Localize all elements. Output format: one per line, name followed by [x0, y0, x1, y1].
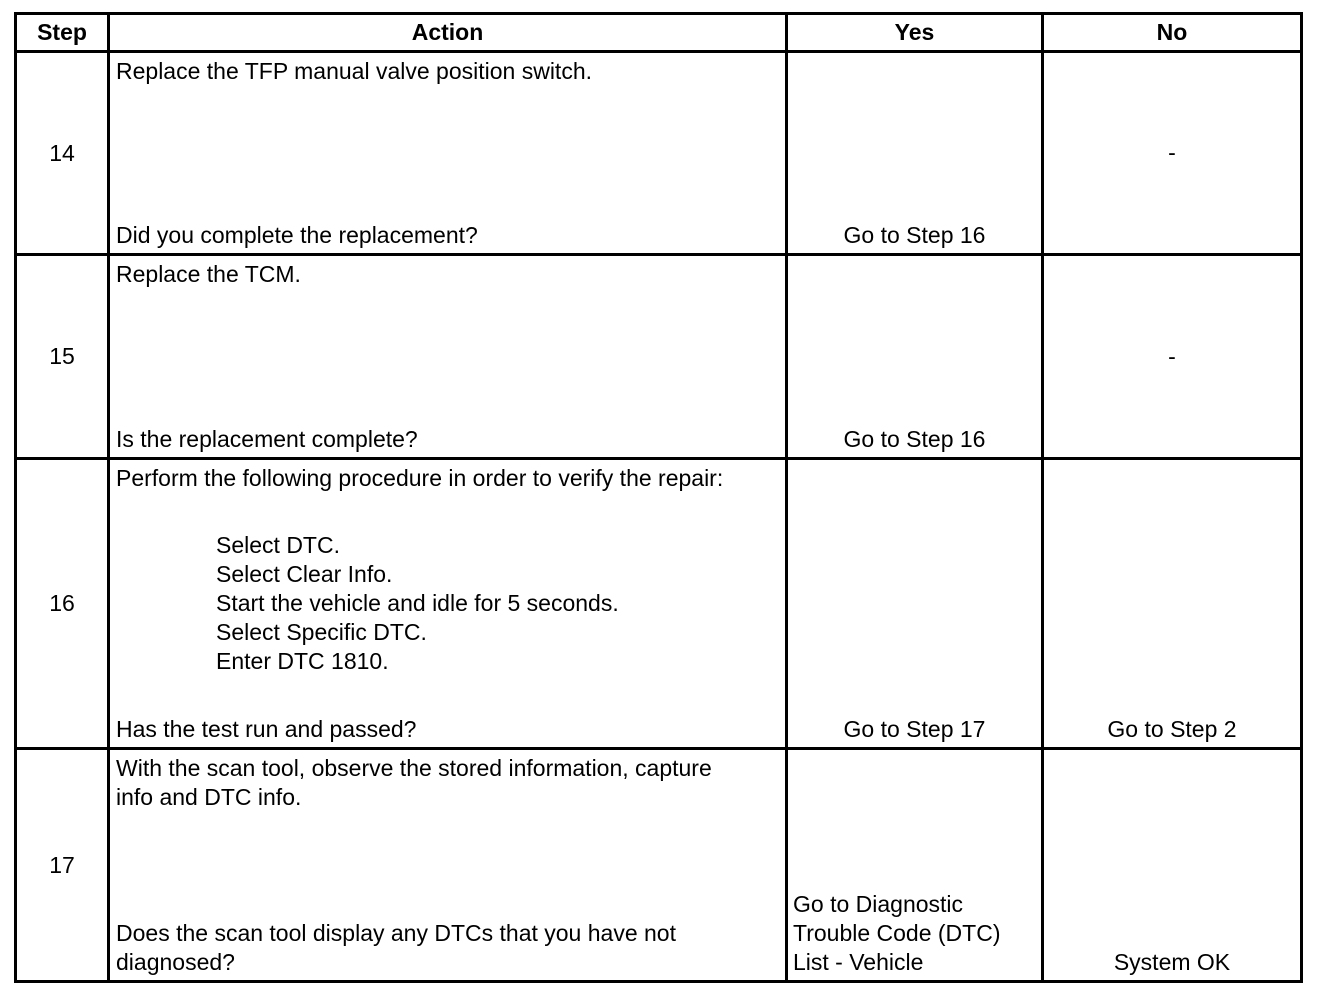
action-question: Is the replacement complete?: [116, 426, 418, 452]
procedure-item: Start the vehicle and idle for 5 seconds.: [216, 590, 619, 616]
action-cell: [109, 255, 787, 459]
action-question-line: diagnosed?: [116, 949, 235, 975]
no-cell: [1043, 255, 1302, 459]
no-result: -: [1168, 139, 1176, 166]
no-cell: [1043, 52, 1302, 255]
yes-result-line: Trouble Code (DTC): [793, 920, 1001, 946]
yes-result: Go to Step 16: [843, 426, 986, 452]
table-row: [16, 255, 1302, 459]
table-row: [16, 52, 1302, 255]
yes-result: Go to Step 17: [843, 716, 986, 742]
yes-result-line: Go to Diagnostic: [793, 891, 964, 917]
yes-result-line: List - Vehicle: [793, 949, 924, 975]
diagnostic-table: [14, 12, 1303, 983]
action-instruction: Replace the TCM.: [116, 261, 301, 287]
procedure-item: Select DTC.: [216, 532, 340, 558]
step-number: 15: [16, 255, 109, 459]
header-no: No: [1043, 14, 1302, 52]
no-cell: [1043, 459, 1302, 749]
no-cell: [1043, 749, 1302, 982]
header-action: Action: [109, 14, 787, 52]
procedure-item: Select Clear Info.: [216, 561, 393, 587]
yes-result: [793, 890, 1037, 977]
action-question-line: Does the scan tool display any DTCs that you have not: [116, 920, 676, 946]
step-number: 14: [16, 52, 109, 255]
procedure-list: [216, 531, 779, 676]
step-number: 16: [16, 459, 109, 749]
action-instruction-line: With the scan tool, observe the stored information, capture: [116, 755, 712, 781]
yes-result: Go to Step 16: [843, 222, 986, 248]
header-row: [16, 14, 1302, 52]
procedure-item: Enter DTC 1810.: [216, 648, 389, 674]
action-instruction-line: info and DTC info.: [116, 784, 302, 810]
table-row: [16, 749, 1302, 982]
table-row: [16, 459, 1302, 749]
no-result: System OK: [1113, 949, 1231, 975]
header-step: Step: [16, 14, 109, 52]
action-instruction: Replace the TFP manual valve position switch.: [116, 58, 593, 84]
no-result: Go to Step 2: [1107, 716, 1237, 742]
yes-cell: [787, 749, 1043, 982]
yes-cell: [787, 255, 1043, 459]
header-yes: Yes: [787, 14, 1043, 52]
action-question: Has the test run and passed?: [116, 716, 417, 742]
no-result: -: [1168, 343, 1176, 369]
procedure-item: Select Specific DTC.: [216, 619, 427, 645]
action-cell: [109, 749, 787, 982]
yes-cell: [787, 52, 1043, 255]
action-cell: [109, 459, 787, 749]
action-instruction: Perform the following procedure in order to verify the repair:: [116, 465, 724, 491]
action-question: Did you complete the replacement?: [116, 222, 478, 248]
step-number: 17: [16, 749, 109, 982]
yes-cell: [787, 459, 1043, 749]
action-question: [116, 919, 779, 977]
action-cell: [109, 52, 787, 255]
